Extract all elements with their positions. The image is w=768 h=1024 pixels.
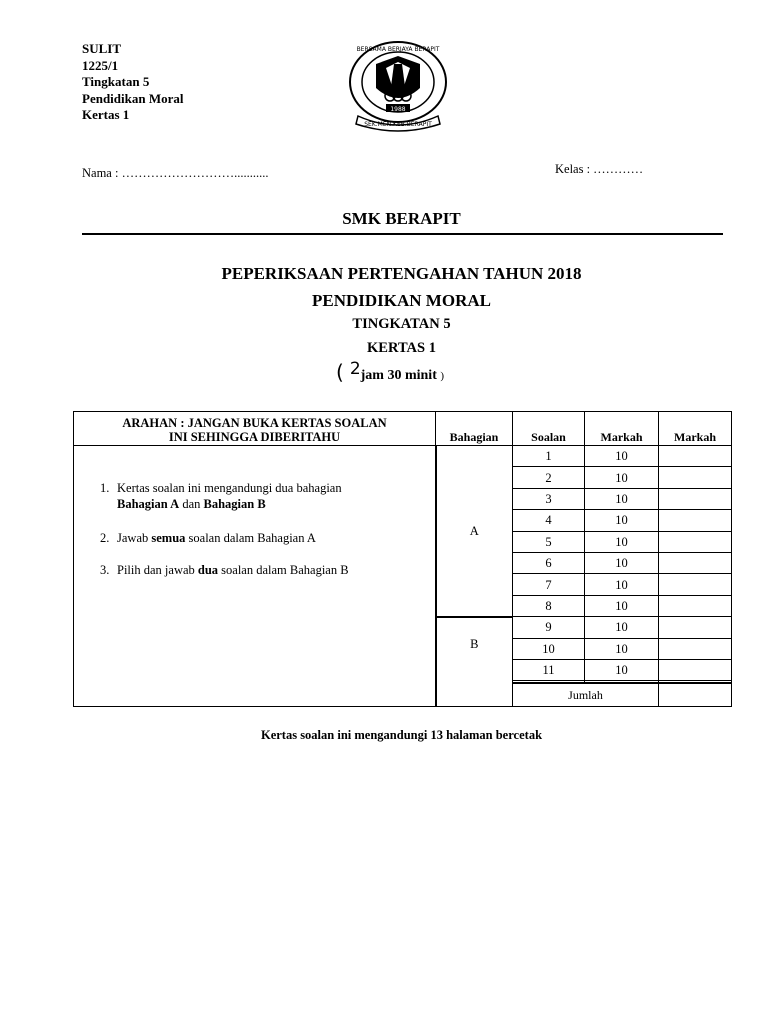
instruction-3-num: 3. (100, 563, 110, 577)
instruction-2-text-a: Jawab (117, 531, 152, 545)
question-number: 11 (513, 659, 585, 680)
header-divider (82, 233, 723, 235)
school-crest-icon (346, 38, 450, 132)
instruction-3-text-b: dua (197, 563, 219, 577)
question-number: 7 (513, 574, 585, 595)
awarded-mark-cell[interactable] (659, 595, 732, 616)
section-b-cell (436, 617, 513, 707)
max-mark: 10 (585, 659, 659, 680)
classification-label: SULIT (82, 41, 122, 56)
instruction-1-text: Kertas soalan ini mengandungi dua bahagian (117, 481, 342, 495)
question-number: 6 (513, 552, 585, 573)
awarded-mark-cell[interactable] (659, 510, 732, 531)
class-field[interactable]: Kelas : ………… (555, 162, 644, 176)
question-number: 2 (513, 467, 585, 488)
max-mark: 10 (585, 552, 659, 573)
max-mark: 10 (585, 446, 659, 467)
crest-school-name: SEK.MEN.KEB.BERAPIT (364, 121, 432, 128)
awarded-mark-cell[interactable] (659, 574, 732, 595)
crest-year: 1988 (390, 106, 406, 113)
awarded-mark-cell[interactable] (659, 488, 732, 509)
exam-title: PEPERIKSAAN PERTENGAHAN TAHUN 2018 (221, 264, 582, 283)
header-soalan: Soalan (513, 412, 585, 446)
name-field[interactable]: Nama : ………………………........... (82, 166, 269, 180)
section-a-cell: A (436, 446, 513, 617)
instructions-list (74, 446, 436, 707)
question-number: 4 (513, 510, 585, 531)
question-number: 8 (513, 595, 585, 616)
instructions-heading-line2: INI SEHINGGA DIBERITAHU (168, 430, 341, 444)
paper-number: Kertas 1 (82, 107, 130, 122)
question-number: 9 (513, 617, 585, 638)
section-b-label: B (470, 636, 479, 651)
max-mark: 10 (585, 467, 659, 488)
awarded-mark-cell[interactable] (659, 531, 732, 552)
max-mark: 10 (585, 510, 659, 531)
subject-name: Pendidikan Moral (82, 90, 184, 106)
awarded-mark-cell[interactable] (659, 659, 732, 680)
instruction-3-text-a: Pilih dan jawab (117, 563, 198, 577)
instructions-heading (74, 412, 436, 446)
awarded-mark-cell[interactable] (659, 552, 732, 573)
max-mark: 10 (585, 531, 659, 552)
header-markah-2: Markah (659, 412, 732, 446)
question-number: 3 (513, 488, 585, 509)
max-mark: 10 (585, 595, 659, 616)
crest-motto: BERSAMA BERJAYA BERAPIT (356, 46, 440, 53)
max-mark: 10 (585, 488, 659, 509)
duration-close-paren: ) (440, 370, 445, 382)
awarded-mark-cell[interactable] (659, 617, 732, 638)
duration (336, 360, 444, 384)
max-mark: 10 (585, 574, 659, 595)
instruction-2-text-b: semua (151, 531, 186, 545)
instruction-3-text-c: soalan dalam Bahagian B (218, 563, 349, 577)
awarded-mark-cell[interactable] (659, 467, 732, 488)
instruction-2-num: 2. (100, 531, 110, 545)
paper-header (82, 41, 184, 124)
instructions-heading-line1: ARAHAN : JANGAN BUKA KERTAS SOALAN (122, 416, 387, 430)
awarded-mark-cell[interactable] (659, 638, 732, 659)
instruction-2 (100, 530, 435, 546)
total-mark-cell[interactable] (659, 684, 732, 707)
marks-table (73, 411, 732, 707)
max-mark: 10 (585, 638, 659, 659)
school-name: SMK BERAPIT (342, 209, 461, 228)
form-level: Tingkatan 5 (82, 74, 150, 89)
question-number: 10 (513, 638, 585, 659)
total-label: Jumlah (513, 684, 659, 707)
header-markah-1: Markah (585, 412, 659, 446)
instruction-3 (100, 562, 435, 578)
question-number: 1 (513, 446, 585, 467)
instruction-1-section-a: Bahagian A (117, 497, 180, 511)
duration-rest: jam 30 minit (360, 368, 437, 383)
instruction-2-text-c: soalan dalam Bahagian A (185, 531, 316, 545)
subject-title: PENDIDIKAN MORAL (312, 291, 491, 310)
instruction-1-section-b: Bahagian B (203, 497, 266, 511)
instruction-1-num: 1. (100, 481, 110, 495)
duration-open-paren: ( (336, 360, 344, 384)
header-bahagian: Bahagian (436, 412, 513, 446)
duration-hours: 2 (349, 359, 361, 379)
max-mark: 10 (585, 617, 659, 638)
question-number: 5 (513, 531, 585, 552)
form-title: TINGKATAN 5 (352, 316, 451, 332)
instruction-1-and: dan (179, 497, 204, 511)
instruction-1 (100, 480, 435, 512)
paper-title: KERTAS 1 (367, 340, 436, 356)
page-count-note: Kertas soalan ini mengandungi 13 halaman bercetak (260, 728, 543, 742)
paper-code: 1225/1 (82, 57, 119, 73)
awarded-mark-cell[interactable] (659, 446, 732, 467)
